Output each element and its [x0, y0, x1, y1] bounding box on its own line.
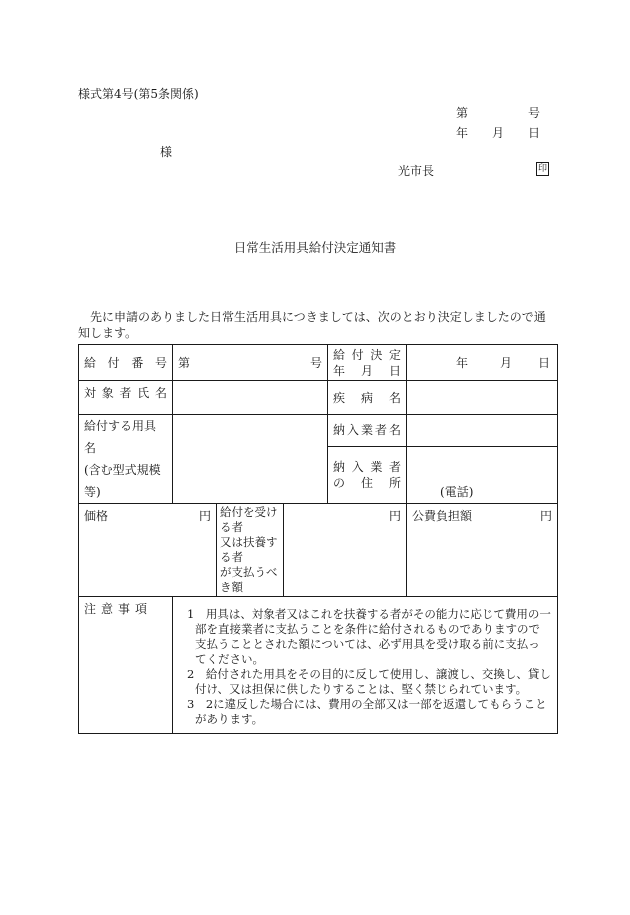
label-chui: 注 意 事 項: [79, 597, 173, 734]
label-kyufu-kettei: 給 付 決 定 年 月 日: [328, 345, 407, 381]
value-kyufu-bango: 第 号: [173, 345, 328, 381]
value-nonyu-jusho: [407, 446, 558, 503]
decision-table: [78, 344, 558, 734]
issue-number-go: 号: [528, 106, 541, 120]
label-taishosha: 対 象 者 氏 名: [79, 381, 173, 415]
note-1: 1 用具は、対象者又はこれを扶養する者がその能力に応じて費用の一部を直接業者に支払うことを条件に給付されるものでありますので支払うこととされた額については、必ず用具を受け取る前に支払ってください。: [187, 607, 551, 666]
document-title: 日常生活用具給付決定通知書: [233, 240, 397, 255]
label-yogu: 給付する用具名 (含む型式規模 等): [79, 415, 173, 504]
cell-kohi: 公費負担額 円: [407, 504, 558, 597]
issue-number-dai: 第: [456, 106, 469, 120]
note-3: 3 2に違反した場合には、費用の全部又は一部を返還してもらうことがあります。: [187, 697, 547, 726]
value-shippei: [407, 381, 558, 415]
label-shippei: 疾 病 名: [328, 381, 407, 415]
mayor-name: 光市長: [398, 164, 435, 178]
label-kyufu-bango: 給 付 番 号: [79, 345, 173, 381]
issue-day: 日: [528, 126, 541, 140]
recipient-sama: 様: [160, 145, 173, 159]
value-yogu: [173, 415, 328, 504]
value-futan: 円: [284, 504, 407, 597]
value-nonyu-gyosha: [407, 415, 558, 447]
note-2: 2 給付された用具をその目的に反して使用し、譲渡し、交換し、貸し付け、又は担保に供したりすることは、堅く禁じられています。: [187, 667, 551, 696]
label-nonyu-gyosha: 納 入 業 者 名: [328, 415, 407, 447]
issue-year: 年: [456, 126, 469, 140]
cell-kakaku: 価格 円: [79, 504, 217, 597]
seal-mark: 印: [537, 164, 547, 174]
label-futan: 給付を受ける者 又は扶養する者 が支払うべき額: [217, 504, 284, 597]
form-number: 様式第4号(第5条関係): [78, 87, 199, 101]
issue-month: 月: [492, 126, 505, 140]
value-taishosha: [173, 381, 328, 415]
label-nonyu-jusho: 納 入 業 者 の 住 所: [328, 446, 407, 503]
notes-cell: [173, 597, 558, 734]
tel-label: (電話): [440, 485, 474, 499]
value-kettei-date: 年 月 日: [407, 345, 558, 381]
intro-text: 先に申請のありました日常生活用具につきましては、次のとおり決定しましたので通知します。: [78, 310, 546, 340]
